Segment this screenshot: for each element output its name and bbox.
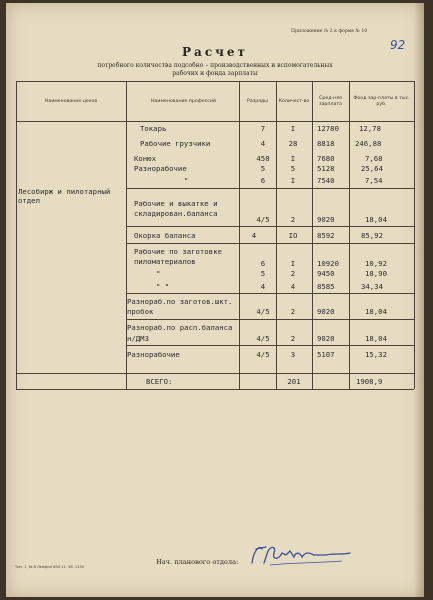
row-profession: Окорка баланса [134,231,196,240]
row-fund: 246,88 [355,139,382,148]
row-grade: 4 [260,282,266,291]
row-fund: 7,68 [365,154,383,163]
row-avg-pay: 10920 [317,259,339,268]
row-avg-pay: 9020 [317,307,335,316]
row-grade: 4/5 [256,334,270,343]
row-profession-line1: Рабочие и выкатке и [134,199,218,208]
row-qty: 3 [290,350,296,359]
row-grade: 4/5 [256,350,270,359]
document-title: Расчет [182,45,248,59]
row-separator [126,319,414,320]
row-qty: 2 [290,215,296,224]
row-qty: I [290,259,296,268]
row-separator [126,243,414,244]
row-avg-pay: 9020 [317,215,335,224]
row-avg-pay: 7540 [317,176,335,185]
table-top-line [16,81,414,82]
handwritten-page-number: 92 [390,38,406,52]
row-qty: I [290,176,296,185]
document-page [6,3,424,597]
row-profession-line2: складирован.баланса [134,209,218,218]
shop-name-line2: отдел [18,196,40,205]
row-fund: 25,64 [361,164,383,173]
print-mark: Тип. 1, № 8 Ленфин 654 11. 56. 1150 [15,565,85,569]
table-vline [349,81,350,389]
row-avg-pay: 8818 [317,139,335,148]
row-profession: Разнорабочие [134,164,187,173]
row-fund: 7,54 [365,176,383,185]
row-qty: IO [288,231,298,240]
table-vline [414,81,415,389]
header-qty: Количест-во [278,98,310,104]
row-grade: 4 [260,139,266,148]
row-avg-pay: 7680 [317,154,335,163]
row-profession-line2: пиломатериалов [134,257,196,266]
row-fund: 10,92 [365,259,387,268]
header-profession: Наименование профессий [151,98,216,104]
total-qty: 201 [287,377,301,386]
row-avg-pay: 8585 [317,282,335,291]
row-avg-pay: 9450 [317,269,335,278]
header-fund: Фонд зар-платы в тыс. руб. [353,95,410,107]
row-fund: 18,04 [365,307,387,316]
row-fund: 34,34 [361,282,383,291]
row-profession-line2: пробок [127,307,154,316]
row-separator [126,293,414,294]
row-grade: 6 [260,259,266,268]
row-grade: 450 [256,154,270,163]
table-bottom-line [16,389,414,390]
row-qty: 4 [290,282,296,291]
row-grade: 6 [260,176,266,185]
row-profession: " [184,176,189,185]
document-subtitle-line2: рабочих и фонда зарплаты [172,70,258,77]
row-fund: 85,92 [361,231,383,240]
row-separator [126,345,414,346]
row-profession: Конюх [134,154,156,163]
row-avg-pay: 9020 [317,334,335,343]
row-grade: 5 [260,269,266,278]
page-shadow [414,3,424,597]
row-profession: Рабочие грузчики [140,139,211,148]
row-separator [126,226,414,227]
row-profession: Разнорабочие [127,350,180,359]
row-profession-line2: н/ДМЗ [127,334,149,343]
row-profession: Токарь [140,124,167,133]
table-vline [16,81,17,389]
row-qty: I [290,124,296,133]
row-fund: 18,90 [365,269,387,278]
row-separator [126,188,414,189]
row-qty: 2 [290,269,296,278]
signature [246,541,356,569]
table-total-line [16,373,414,374]
appendix-label: Приложение № 2 к форме № 10 [291,29,368,34]
total-fund: 1908,9 [356,377,383,386]
row-fund: 15,32 [365,350,387,359]
row-profession-line1: Разнораб.по заготов.шкт. [127,297,233,306]
row-avg-pay: 12780 [317,124,339,133]
row-avg-pay: 5128 [317,164,335,173]
row-profession: " " [156,282,170,291]
total-label: ВСЕГО: [146,377,173,386]
table-header-line [16,121,414,122]
row-fund: 18,04 [365,334,387,343]
row-qty: I [290,154,296,163]
row-profession-line1: Рабочие по заготовке [134,247,222,256]
row-profession-line1: Разнораб.по расп.баланса [127,323,233,332]
chief-planning-label: Нач. планового отдела: [156,558,239,566]
row-fund: 18,04 [365,215,387,224]
row-profession: " [156,269,161,278]
row-grade: 4 [251,231,257,240]
row-avg-pay: 5107 [317,350,335,359]
row-grade: 7 [260,124,266,133]
shop-name-line1: Лесобирж и пилотарный [18,187,111,196]
header-grade: Разряды [247,98,268,104]
row-qty: 28 [288,139,298,148]
row-grade: 5 [260,164,266,173]
row-qty: 2 [290,307,296,316]
row-avg-pay: 8592 [317,231,335,240]
header-shop: Наименование цехов [44,98,98,104]
header-avg-pay: Сред-няя зарплата [319,95,342,107]
row-qty: 5 [290,164,296,173]
row-grade: 4/5 [256,215,270,224]
table-vline [312,81,313,389]
row-grade: 4/5 [256,307,270,316]
row-fund: 12,78 [359,124,381,133]
document-subtitle-line1: потребного количества подсобно – производственных и вспомогательных [97,62,333,69]
row-qty: 2 [290,334,296,343]
